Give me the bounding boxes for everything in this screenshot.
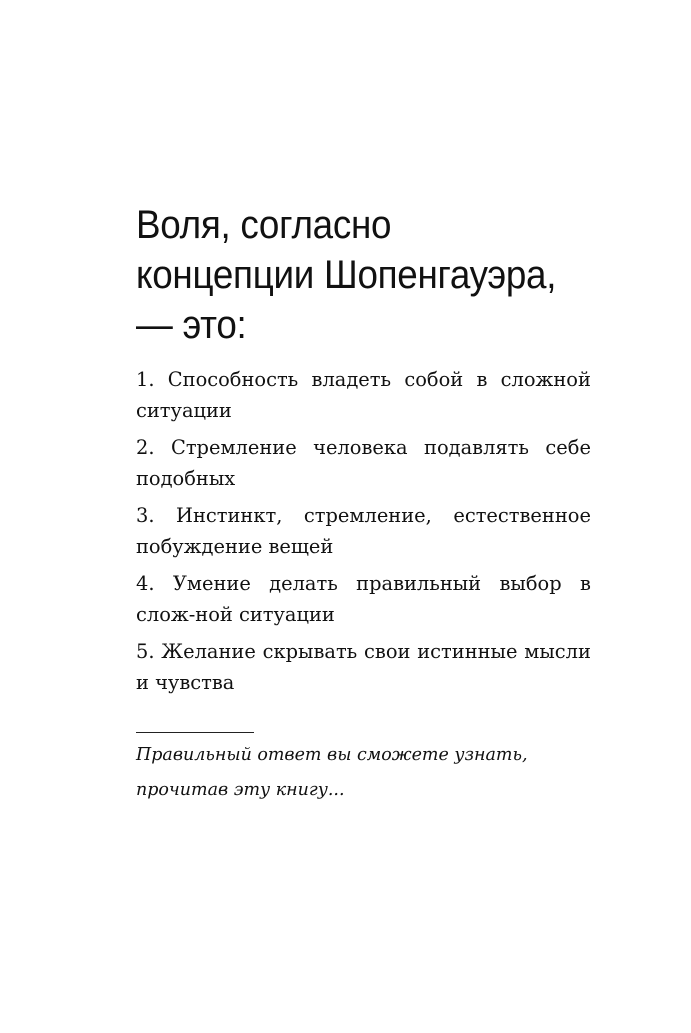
answer-option-2: 2. Стремление человека подавлять себе подобных	[136, 435, 591, 490]
footnote-divider	[136, 732, 254, 733]
answer-option-1: 1. Способность владеть собой в сложной ситуации	[136, 367, 591, 422]
answer-option-5: 5. Желание скрывать свои истинные мысли и чувства	[136, 639, 591, 694]
answer-option-4: 4. Умение делать правильный выбор в слож-ной ситуации	[136, 571, 591, 626]
answer-option-3: 3. Инстинкт, стремление, естественное побуждение вещей	[136, 503, 591, 558]
answer-options-list	[136, 364, 591, 704]
question-title: Воля, согласно концепции Шопенгауэра, — это:	[136, 203, 557, 347]
footnote-text: Правильный ответ вы сможете узнать, прочитав эту книгу...	[136, 744, 528, 800]
